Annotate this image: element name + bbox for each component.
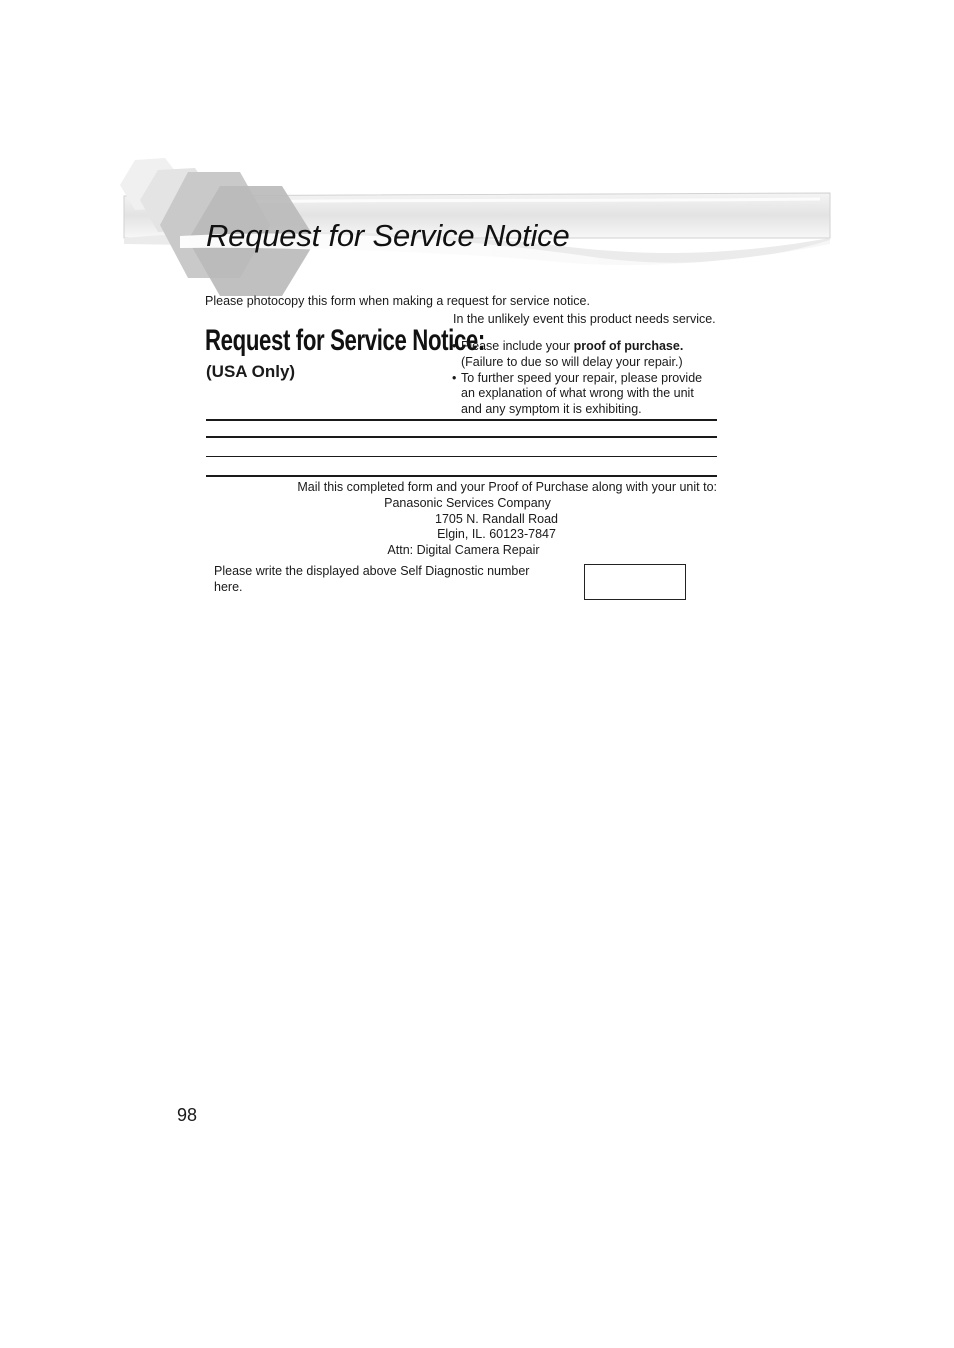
service-intro: In the unlikely event this product needs service. [453,312,716,326]
diagnostic-prompt-text: Please write the displayed above Self Diagnostic number [214,564,530,578]
form-rule [206,456,717,457]
page-title: Request for Service Notice [206,218,570,253]
photocopy-instruction: Please photocopy this form when making a request for service notice. [205,294,590,308]
mailing-address-block [220,480,717,559]
company-name: Panasonic Services Company [384,495,551,510]
bullet-emphasis: proof of purchase. [573,339,684,353]
form-rule [206,419,717,421]
service-instructions-list [452,339,702,418]
bullet-text: Please include your [461,339,574,353]
diagnostic-prompt-text: here. [214,579,243,594]
street-address: 1705 N. Randall Road [435,511,558,526]
bullet-text: (Failure to due so will delay your repair.) [461,354,683,369]
bullet-text: • To further speed your repair, please provide [461,370,703,385]
form-rule [206,436,717,438]
form-title: Request for Service Notice: [205,324,485,357]
bullet-text: and any symptom it is exhibiting. [461,402,642,417]
form-subtitle: (USA Only) [206,362,296,381]
mail-instruction: Mail this completed form and your Proof of Purchase along with your unit to: [297,480,717,494]
list-item [452,339,702,371]
bullet-text: an explanation of what wrong with the unit [461,386,694,401]
header-banner [0,0,954,310]
attention-line: Attn: Digital Camera Repair [387,543,540,558]
form-rule [206,475,717,477]
page-number: 98 [177,1105,198,1125]
diagnostic-number-box[interactable] [584,564,686,600]
diagnostic-prompt [214,564,574,596]
city-state-zip: Elgin, IL. 60123-7847 [437,527,556,542]
list-item [452,371,702,418]
